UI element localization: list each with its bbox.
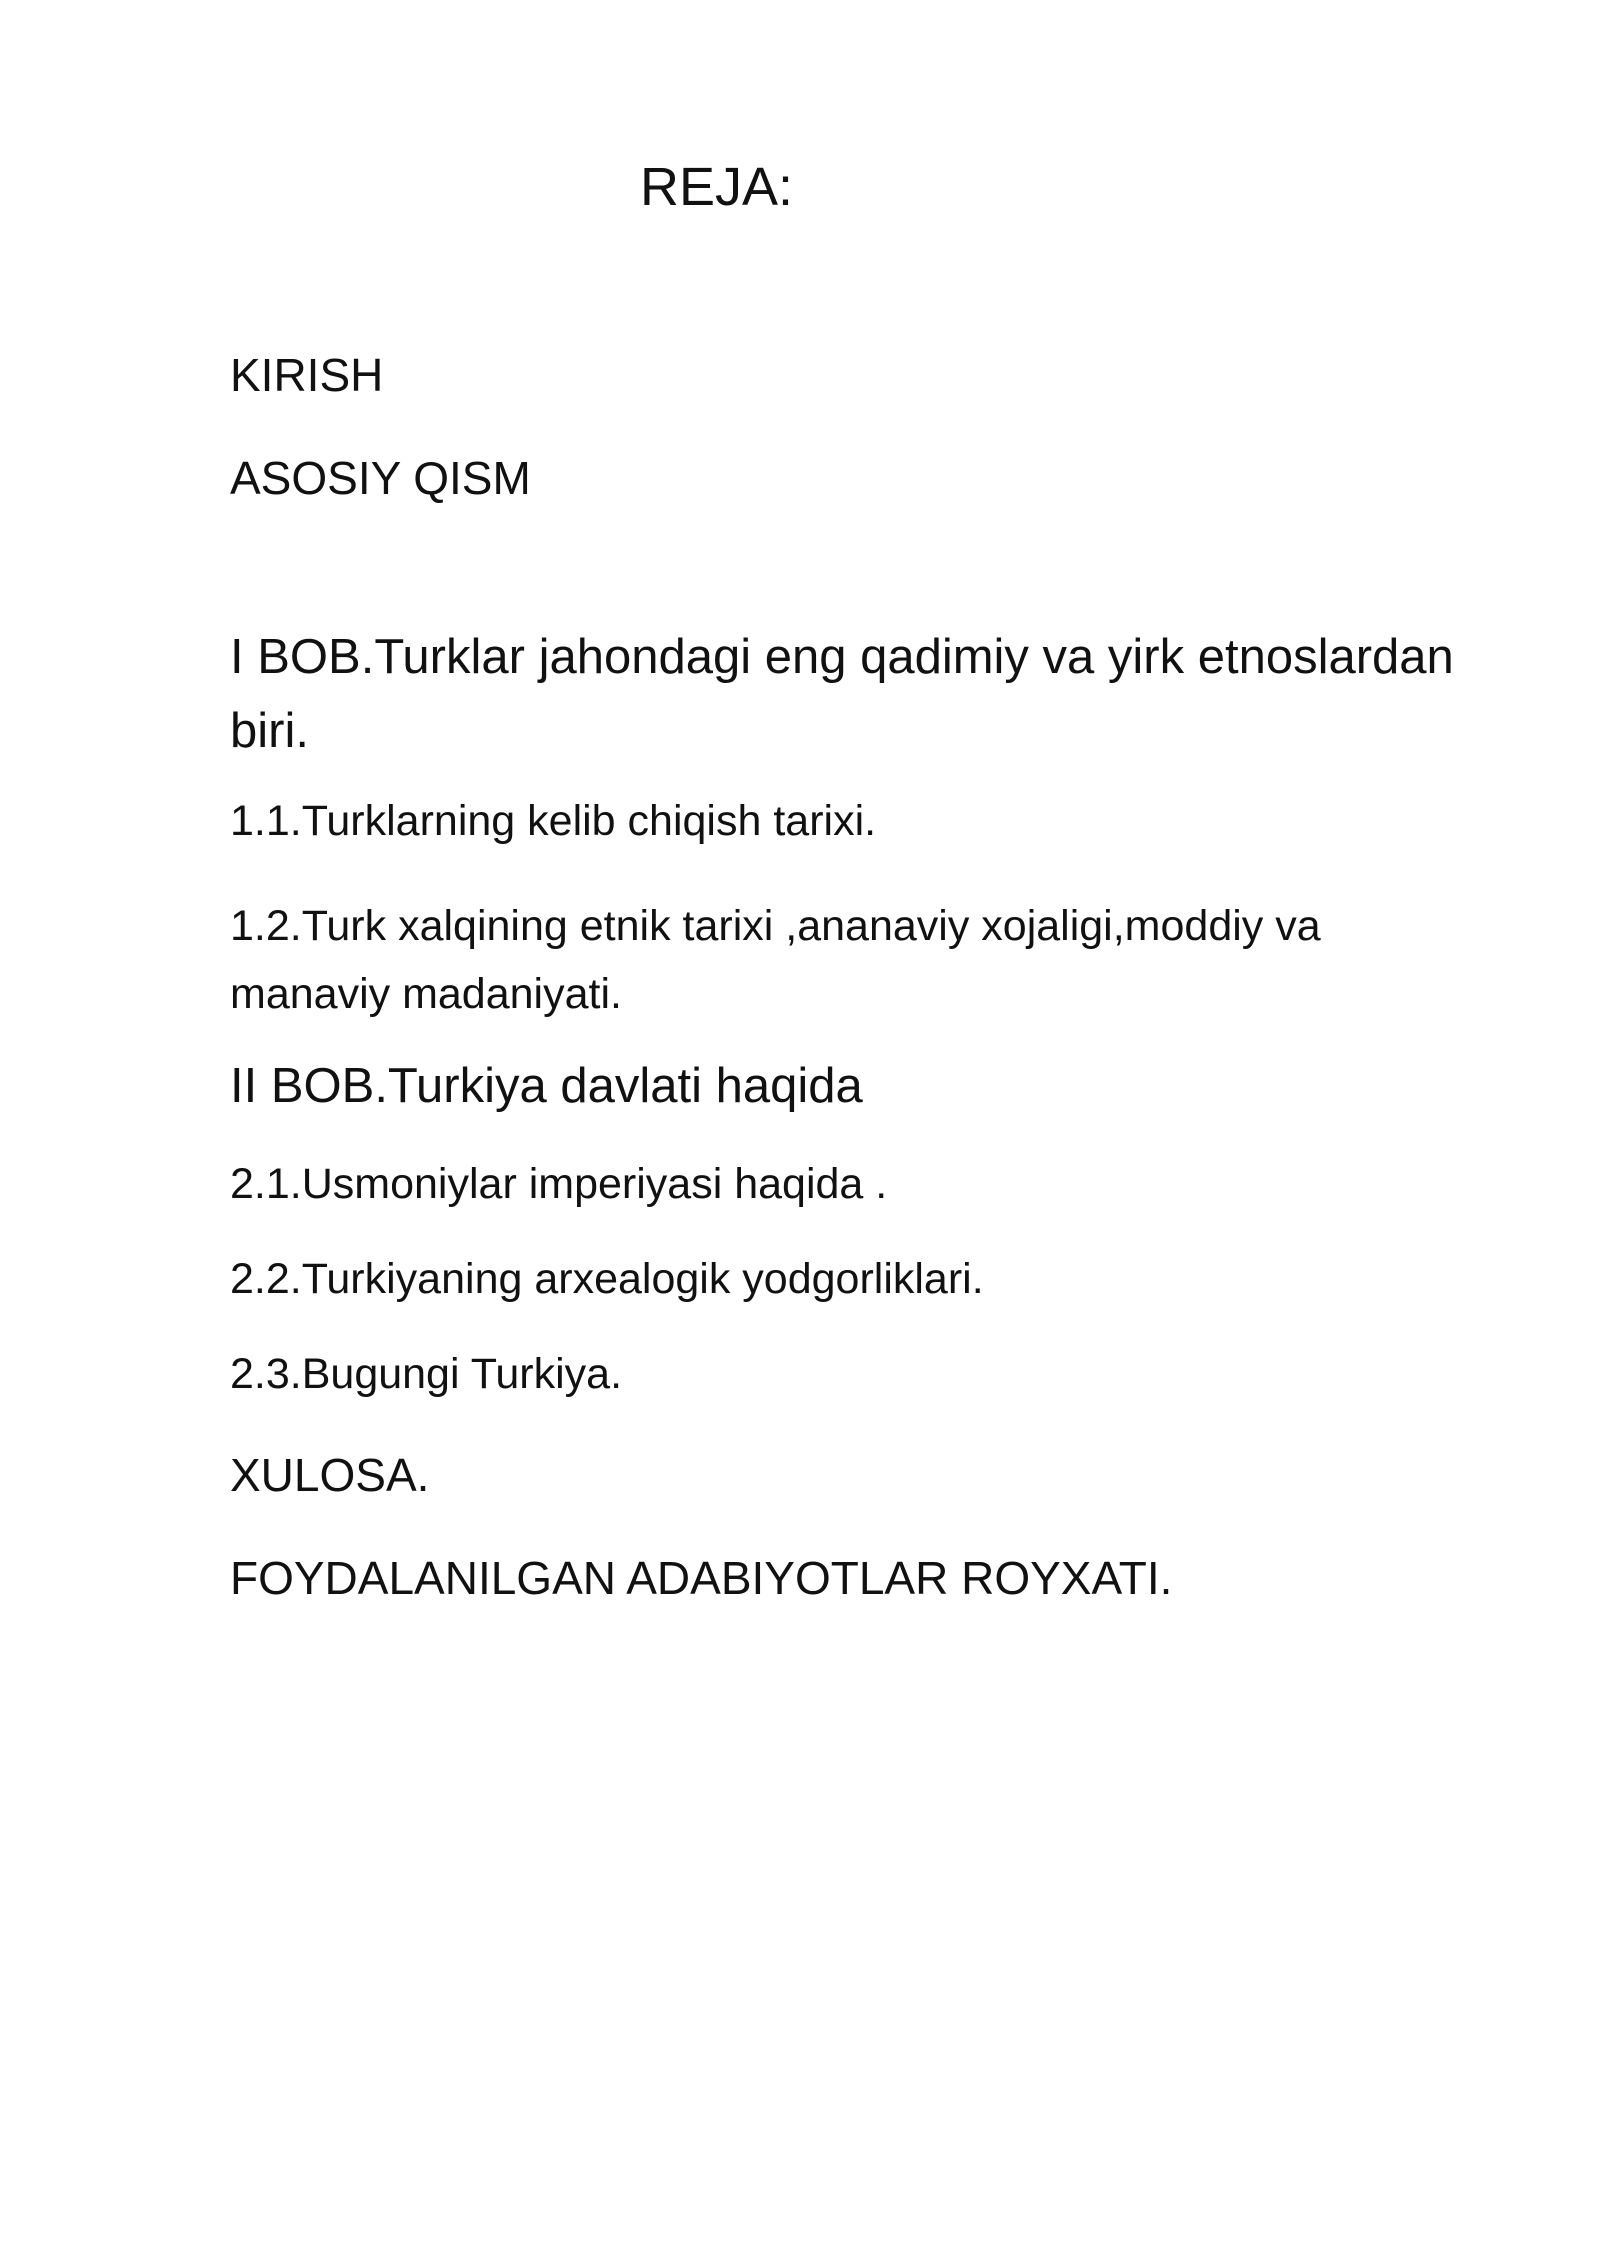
item-xulosa: XULOSA. bbox=[230, 1449, 430, 1501]
section-2-3: 2.3.Bugungi Turkiya. bbox=[230, 1350, 623, 1398]
section-1-2: 1.2.Turk xalqining etnik tarixi ,ananaviy xojaligi,moddiy va manaviy madaniyati. bbox=[230, 902, 1321, 1018]
section-1-1: 1.1.Turklarning kelib chiqish tarixi. bbox=[230, 797, 877, 845]
section-2-1: 2.1.Usmoniylar imperiyasi haqida . bbox=[230, 1160, 888, 1208]
chapter-1-heading: I BOB.Turklar jahondagi eng qadimiy va yirk etnoslardan biri. bbox=[230, 630, 1454, 758]
section-2-2: 2.2.Turkiyaning arxealogik yodgorliklari. bbox=[230, 1255, 984, 1303]
document-title: REJA: bbox=[640, 157, 794, 217]
chapter-2-heading: II BOB.Turkiya davlati haqida bbox=[230, 1059, 863, 1113]
item-asosiy-qism: ASOSIY QISM bbox=[230, 452, 531, 504]
item-references: FOYDALANILGAN ADABIYOTLAR ROYXATI. bbox=[230, 1552, 1173, 1604]
item-kirish: KIRISH bbox=[230, 349, 384, 401]
